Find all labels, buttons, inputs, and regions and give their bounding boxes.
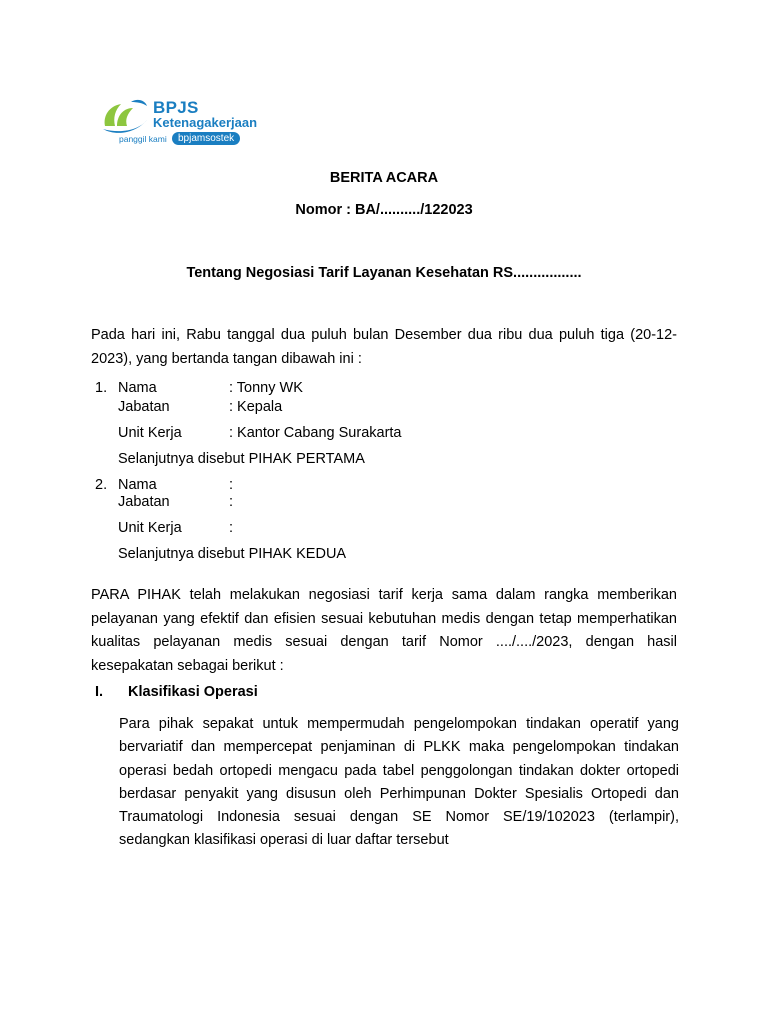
logo-pill: bpjamsostek	[172, 132, 240, 145]
document-number: Nomor : BA/........../122023	[295, 202, 473, 218]
party-2-unit-label: Unit Kerja	[118, 520, 182, 536]
para-pihak-paragraph: PARA PIHAK telah melakukan negosiasi tarif kerja sama dalam rangka memberikan pelayanan yang efektif dan efisien sesuai kebutuhan medis dengan tetap memperhatikan kualitas pelayanan medis sesuai dengan tarif Nomor ..../..../2023, dengan hasil kesepakatan sebagai berikut :	[91, 587, 677, 674]
party-1-unit-value: : Kantor Cabang Surakarta	[229, 425, 402, 441]
party-1-jabatan-value: : Kepala	[229, 399, 283, 415]
logo-tagline: panggil kami	[119, 134, 167, 144]
party-2-unit-value: :	[229, 520, 234, 536]
section-1-title: Klasifikasi Operasi	[128, 684, 258, 700]
party-1-nama-value: : Tonny WK	[229, 380, 303, 396]
party-2-jabatan-value: :	[229, 494, 234, 510]
document-title: BERITA ACARA	[329, 170, 439, 186]
party-2-jabatan-label: Jabatan	[118, 494, 170, 510]
section-1-number: I.	[95, 684, 104, 700]
opening-paragraph: Pada hari ini, Rabu tanggal dua puluh bulan Desember dua ribu dua puluh tiga (20-12-2023), yang bertanda tangan dibawah ini :	[91, 327, 677, 367]
section-1-body: Para pihak sepakat untuk mempermudah pengelompokan tindakan operatif yang bervariatif dan mempercepat penjaminan di PLKK maka pengelompokan tindakan operasi bedah ortopedi mengacu pada tabel penggolongan tindakan dokter ortopedi berdasar penyakit yang disusun oleh Perhimpunan Dokter Spesialis Ortopedi dan Traumatologi Indonesia sesuai dengan SE Nomor SE/19/102023 (terlampir), sedangkan klasifikasi operasi di luar daftar tersebut	[119, 716, 679, 849]
party-2-nama-value: :	[229, 477, 234, 493]
bpjs-logo	[101, 96, 281, 152]
party-2-designation: Selanjutnya disebut PIHAK KEDUA	[118, 546, 347, 562]
party-2-number: 2.	[95, 477, 108, 493]
party-1-unit-label: Unit Kerja	[118, 425, 182, 441]
party-1-designation: Selanjutnya disebut PIHAK PERTAMA	[118, 451, 365, 467]
bpjs-emblem-icon	[101, 96, 153, 136]
party-2-nama-label: Nama	[118, 477, 157, 493]
party-1-number: 1.	[95, 380, 108, 396]
logo-brand-text: BPJS	[153, 98, 199, 117]
document-subject: Tentang Negosiasi Tarif Layanan Kesehatan RS.................	[186, 265, 582, 281]
party-1-nama-label: Nama	[118, 380, 157, 396]
logo-sub-text: Ketenagakerjaan	[153, 115, 258, 130]
party-1-jabatan-label: Jabatan	[118, 399, 170, 415]
